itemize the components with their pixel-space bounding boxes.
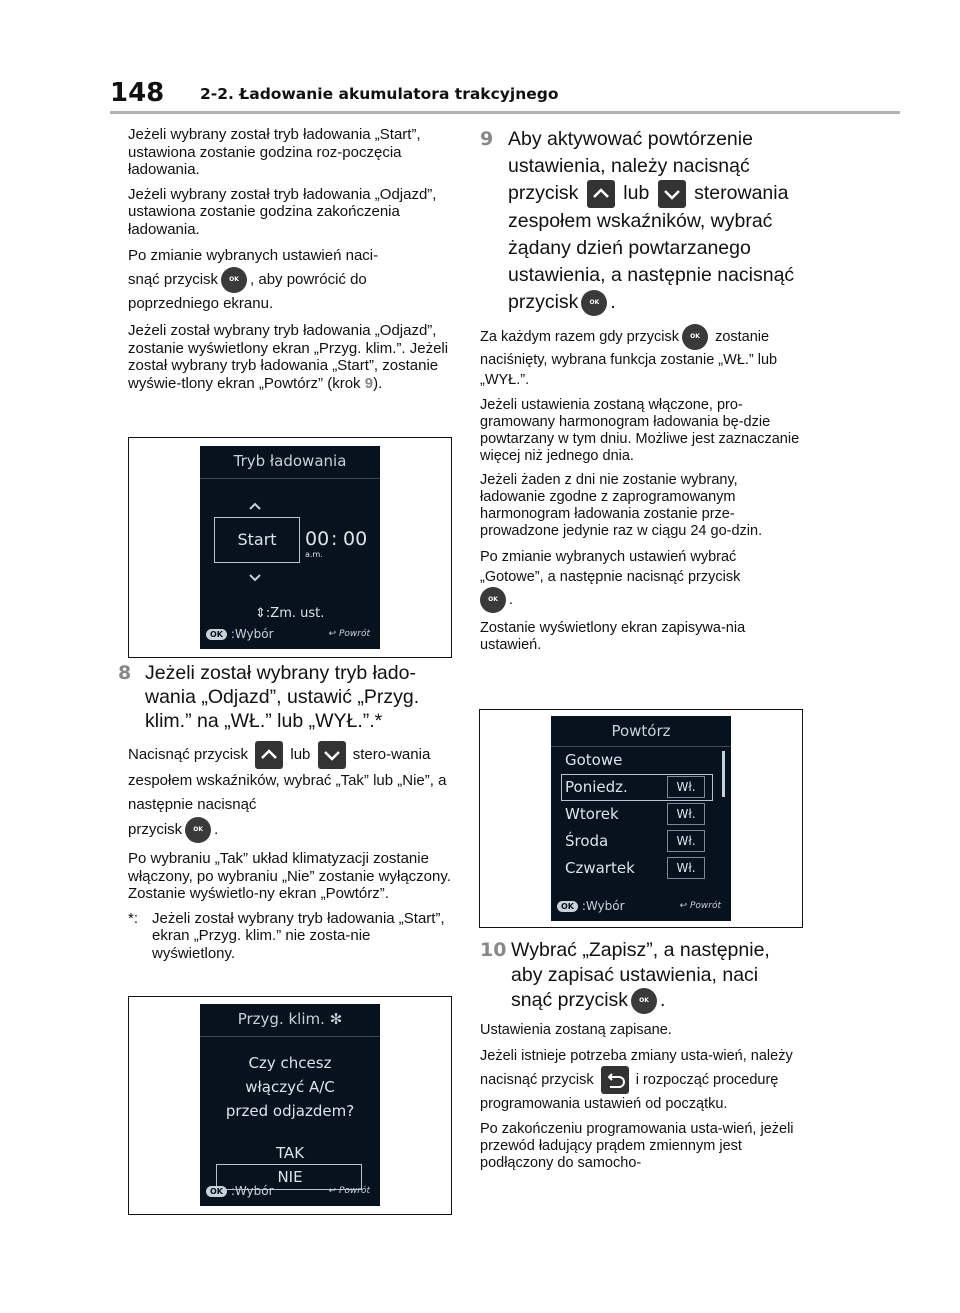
text: ). [373,374,383,392]
step-number: 10 [480,939,507,961]
footnote-mark: *: [128,909,139,927]
screen-title [200,1010,380,1028]
up-arrow-button-icon [587,180,615,208]
text: lub [290,745,311,763]
hint-row [255,606,324,621]
back-label: ↩ Powrót [328,1186,370,1196]
paragraph: Jeżeli żaden z dni nie zostanie wybrany, ładowanie zgodne z zaprogramowanym harmonogram ładowania zostanie prze-prowadzone jedynie raz w ciągu 24 go-dzin. [480,472,763,539]
up-down-icon: ⇕ [255,606,266,621]
figure-charging-mode [128,437,452,658]
paragraph: Ustawienia zostaną zapisane. [480,1022,672,1038]
ok-button-icon: OK [682,324,708,350]
back-text: Powrót [689,901,721,911]
text: zostanie naciśnięty, wybrana funkcja zostanie „WŁ.” lub „WYŁ.”. [480,328,778,388]
paragraph [480,1046,803,1114]
text: Po zmianie wybranych ustawień naci- [128,247,379,264]
paragraph [128,245,450,315]
step-text: . [660,989,666,1012]
day-state: Wł. [667,857,705,879]
step-text: lub [623,182,650,205]
option-no: NIE [277,1168,303,1186]
step-text: przycisk [508,291,579,313]
paragraph [480,547,803,613]
header-rule [110,111,900,114]
chevron-up-icon [248,496,262,515]
page-header [110,78,900,118]
ok-icon: OK [206,1186,227,1197]
left-column [128,126,450,399]
text: Nacisnąć przycisk [128,745,249,763]
question-line-2: włączyć A/C [245,1078,335,1096]
ok-button-icon: OK [581,290,607,316]
ok-button-icon: OK [221,267,247,293]
paragraph: Po wybraniu „Tak” układ klimatyzacji zostanie włączony, po wybraniu „Nie” zostanie wyłączony. Zostanie wyświetlo-ny ekran „Powtórz”. [128,850,451,902]
select-label: :Wybór [230,627,274,641]
ok-button-icon: OK [480,587,506,613]
step-text: Wybrać „Zapisz”, a następnie, aby zapisać ustawienia, naci [511,939,770,986]
step-text: sterowania zespołem wskaźników, wybrać żądany dzień powtarzanego ustawienia, a następnie nacisnąć [508,182,795,286]
step-text: Aby aktywować powtórzenie ustawienia, należy nacisnąć [508,128,753,177]
question-line-1: Czy chcesz [248,1054,332,1072]
screen-divider [200,1036,380,1037]
fan-icon: ✻ [329,1010,343,1028]
screen-footer [206,1184,374,1202]
text: przycisk [128,820,183,838]
display-screen [200,1004,380,1206]
time-hours: 00 [305,528,330,550]
step-text: . [610,291,616,313]
right-column [480,126,803,661]
day-state: Wł. [667,803,705,825]
ok-icon: OK [206,629,227,640]
screen-title: Tryb ładowania [233,452,347,470]
screen-footer [206,627,374,645]
paragraph [128,322,450,392]
scrollbar [722,751,725,797]
up-arrow-button-icon [255,741,283,769]
ok-button-icon: OK [185,817,211,843]
footnote [128,910,452,963]
paragraph: Jeżeli ustawienia zostaną włączone, pro-gramowany harmonogram ładowania bę-dzie powtarzany w tym dniu. Możliwe jest zaznaczanie więcej niż jednego dnia. [480,397,800,464]
text: i rozpocząć procedurę programowania ustawień od początku. [480,1071,779,1112]
text: , aby powrócić do poprzedniego ekranu. [128,270,367,312]
screen-divider [551,746,731,747]
figure-preconditioning [128,996,452,1215]
paragraph: Zostanie wyświetlony ekran zapisywa-nia ustawień. [480,620,746,653]
time-minutes: 00 [343,528,368,550]
display-screen [551,716,731,921]
back-text: Powrót [338,1186,370,1196]
text: Jeżeli istnieje potrzeba zmiany usta-wień, należy nacisnąć przycisk [480,1048,793,1088]
select-label: :Wybór [581,899,625,913]
footnote-text: Jeżeli został wybrany tryb ładowania „Start”, ekran „Przyg. klim.” nie zosta-nie wyświetlony. [152,909,445,962]
paragraph [118,741,452,843]
time-ampm: a.m. [305,550,323,559]
screen-footer [557,899,725,917]
mode-value: Start [237,530,277,549]
text: Jeżeli został wybrany tryb ładowania „Odjazd”, zostanie wyświetlony ekran „Przyg. klim.”. Jeżeli został wybrany tryb ładowania „Start”, zostanie wyświe-tlony ekran „Powtórz” (krok [128,322,449,392]
step-10 [480,938,803,1014]
back-button-icon [601,1066,629,1094]
figure-repeat [479,709,803,928]
time-colon: : [331,528,338,550]
day-state: Wł. [667,830,705,852]
paragraph: Po zakończeniu programowania usta-wień, jeżeli przewód ładujący prądem zmiennym jest podłączony do samocho- [480,1121,794,1171]
chevron-down-icon [248,568,262,587]
day-name: Wtorek [565,805,619,823]
section-title: 2-2. Ładowanie akumulatora trakcyjnego [200,85,559,103]
step-8 [118,661,452,733]
screen-title: Powtórz [611,722,671,740]
ready-item: Gotowe [565,751,623,769]
step-text: Jeżeli został wybrany tryb łado-wania „Odjazd”, ustawić „Przyg. klim.” na „WŁ.” lub „WYŁ.”.* [145,662,420,732]
screen-divider [200,478,380,479]
day-name: Poniedz. [565,778,628,796]
ok-button-icon: OK [631,988,657,1014]
down-arrow-button-icon [658,180,686,208]
right-column-lower [480,938,803,1179]
back-label: ↩ Powrót [328,629,370,639]
step-text: przycisk [508,182,579,205]
step-9 [480,126,803,316]
day-name: Środa [565,832,609,850]
text: Za każdym razem gdy przycisk [480,328,680,345]
back-text: Powrót [338,629,370,639]
day-name: Czwartek [565,859,635,877]
ok-icon: OK [557,901,578,912]
option-yes: TAK [275,1144,305,1162]
paragraph: Jeżeli wybrany został tryb ładowania „Odjazd”, ustawiona zostanie godzina zakończenia ładowania. [128,185,437,238]
text: stero-wania zespołem wskaźników, wybrać „Tak” lub „Nie”, a następnie nacisnąć [128,745,447,813]
text: Po zmianie wybranych ustawień wybrać „Gotowe”, a następnie nacisnąć przycisk [480,549,741,585]
hint-text: :Zm. ust. [265,606,325,621]
back-label: ↩ Powrót [679,901,721,911]
step-text: snąć przycisk [511,989,629,1012]
left-column-lower [118,661,452,969]
text: . [214,820,219,838]
title-text: Przyg. klim. [237,1010,325,1028]
select-label: :Wybór [230,1184,274,1198]
day-state: Wł. [667,776,705,798]
question-line-3: przed odjazdem? [225,1102,355,1120]
text: snąć przycisk [128,270,219,288]
text: . [509,591,514,608]
page-number: 148 [110,78,165,108]
step-number: 8 [118,662,132,684]
paragraph [480,324,803,390]
step-number: 9 [480,128,494,150]
step-reference: 9 [364,374,374,392]
paragraph: Jeżeli wybrany został tryb ładowania „Start”, ustawiona zostanie godzina roz-poczęcia ładowania. [128,126,421,178]
display-screen [200,446,380,649]
down-arrow-button-icon [318,741,346,769]
